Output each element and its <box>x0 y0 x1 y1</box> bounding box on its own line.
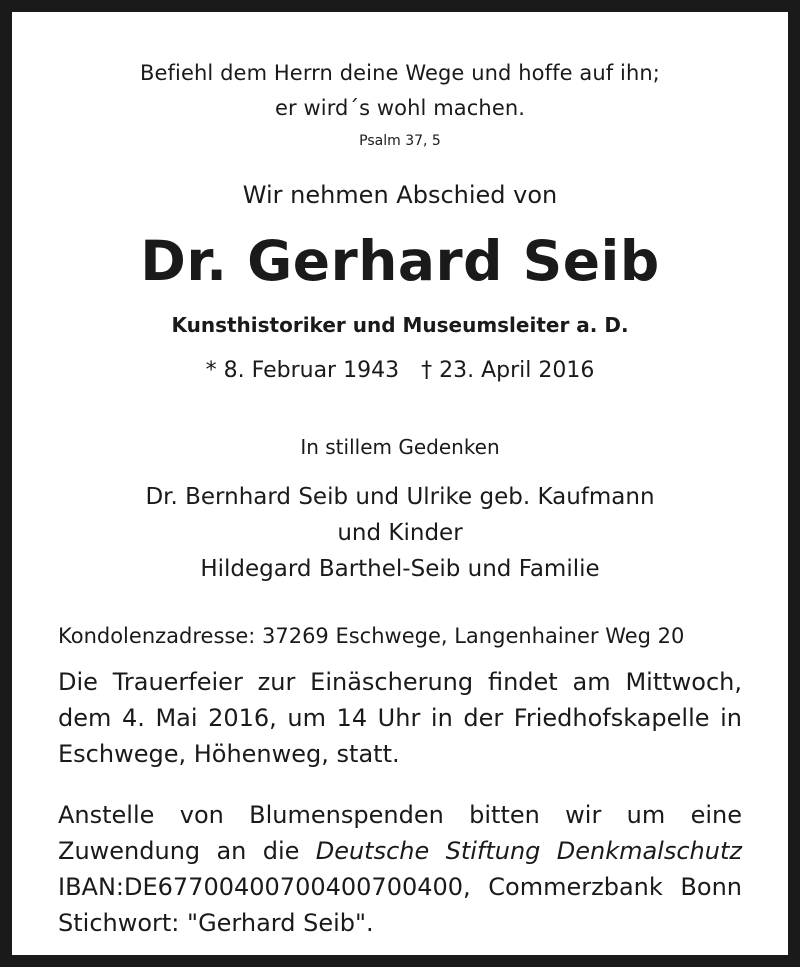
psalm-verse-line-1: Befiehl dem Herrn deine Wege und hoffe auf ihn; <box>140 61 660 85</box>
donation-request <box>58 797 742 941</box>
mourner-line: Dr. Bernhard Seib und Ulrike geb. Kaufmann <box>145 484 655 510</box>
donation-keyword: Stichwort: "Gerhard Seib". <box>58 909 374 937</box>
memory-line: In stillem Gedenken <box>300 435 500 459</box>
deceased-name: Dr. Gerhard Seib <box>140 229 660 293</box>
deceased-profession: Kunsthistoriker und Museumsleiter a. D. <box>171 313 629 337</box>
donation-intro: Anstelle von Blumenspenden bitten wir um eine Zuwendung an die <box>58 801 742 865</box>
condolence-address: Kondolenzadresse: 37269 Eschwege, Langenhainer Weg 20 <box>58 624 685 648</box>
psalm-verse-line-2: er wird´s wohl machen. <box>274 96 526 120</box>
obituary-notice <box>24 24 776 943</box>
donation-organization: Deutsche Stiftung Denkmalschutz <box>315 837 742 865</box>
psalm-reference: Psalm 37, 5 <box>359 133 441 149</box>
birth-date: * 8. Februar 1943 <box>205 358 400 383</box>
life-dates <box>24 358 776 383</box>
farewell-heading: Wir nehmen Abschied von <box>242 181 558 209</box>
death-date: † 23. April 2016 <box>421 358 595 383</box>
bank-details: IBAN:DE67700400700400700400, Commerzbank Bonn <box>58 873 742 901</box>
mourner-line: und Kinder <box>337 520 463 546</box>
ceremony-announcement: Die Trauerfeier zur Einäscherung findet am Mittwoch, dem 4. Mai 2016, um 14 Uhr in der Friedhofskapelle in Eschwege, Höhenweg, statt. <box>58 668 742 768</box>
mourner-line: Hildegard Barthel-Seib und Familie <box>200 556 600 582</box>
